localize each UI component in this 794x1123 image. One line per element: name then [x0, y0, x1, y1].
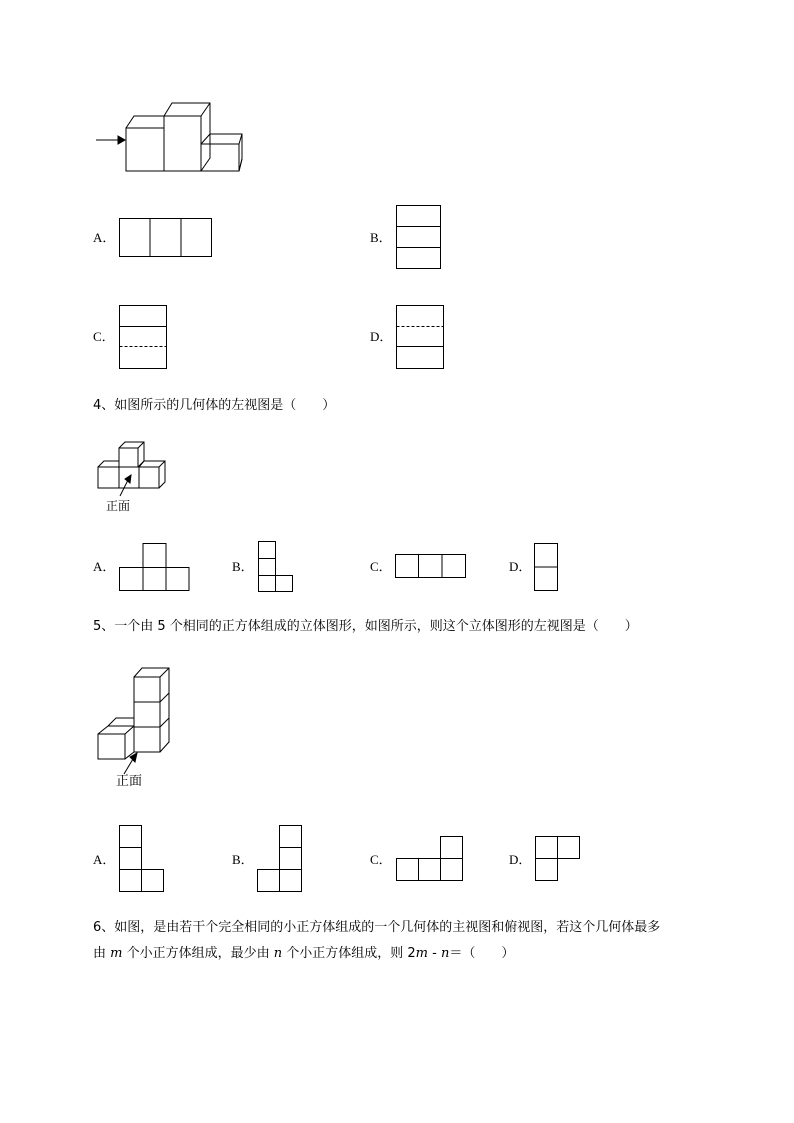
q3-option-c-figure	[119, 305, 168, 370]
q3-option-a-label: A．	[93, 230, 116, 245]
q5-option-c-figure	[396, 836, 466, 883]
q4-option-b-label: B．	[232, 559, 254, 574]
q5-option-d-figure	[535, 836, 583, 883]
q3-option-c-label: C．	[93, 329, 115, 344]
q3-option-d-label: D．	[370, 329, 393, 344]
q3-option-b-figure	[396, 205, 442, 270]
q5-option-c-label: C．	[370, 852, 392, 867]
q6-var-n: n	[440, 946, 450, 961]
q5-front-label: 正面	[116, 774, 143, 789]
q6-text-part: 个小正方体组成，则 2	[282, 946, 416, 961]
q4-option-a-label: A．	[93, 559, 116, 574]
q5-option-a-label: A．	[93, 852, 116, 867]
q5-option-b-label: B．	[232, 852, 254, 867]
q5-option-b-figure	[257, 825, 305, 894]
q6-question-line-1: 6、如图，是由若干个完全相同的小正方体组成的一个几何体的主视图和俯视图，若这个几何体最多	[93, 920, 661, 935]
q6-text-part: 由	[93, 946, 111, 961]
q4-option-a-figure	[119, 543, 191, 592]
q4-front-label: 正面	[106, 499, 131, 513]
q4-option-c-label: C．	[370, 559, 392, 574]
q5-option-a-figure	[119, 825, 167, 894]
q6-var-m: m	[415, 946, 428, 961]
q5-option-d-label: D．	[509, 852, 532, 867]
q6-var-m: m	[110, 946, 123, 961]
q4-option-b-figure	[258, 541, 295, 593]
q4-question-text: 4、如图所示的几何体的左视图是（ ）	[93, 398, 336, 413]
q6-text-part: ＝（ ）	[449, 946, 515, 961]
q4-option-d-figure	[534, 543, 560, 592]
q3-option-d-figure	[396, 305, 445, 370]
q6-text-part: -	[427, 946, 441, 961]
q3-option-b-label: B．	[370, 230, 392, 245]
q3-solid-figure	[94, 100, 246, 176]
q6-var-n: n	[273, 946, 283, 961]
q3-option-a-figure	[119, 218, 213, 258]
q4-option-d-label: D．	[509, 559, 532, 574]
q4-option-c-figure	[395, 554, 467, 579]
q4-front-arrow	[116, 470, 136, 500]
q6-question-line-2	[93, 947, 514, 961]
q5-question-text: 5、一个由 5 个相同的正方体组成的立体图形，如图所示，则这个立体图形的左视图是（ ）	[93, 619, 638, 634]
q6-text-part: 个小正方体组成，最少由	[122, 946, 274, 961]
